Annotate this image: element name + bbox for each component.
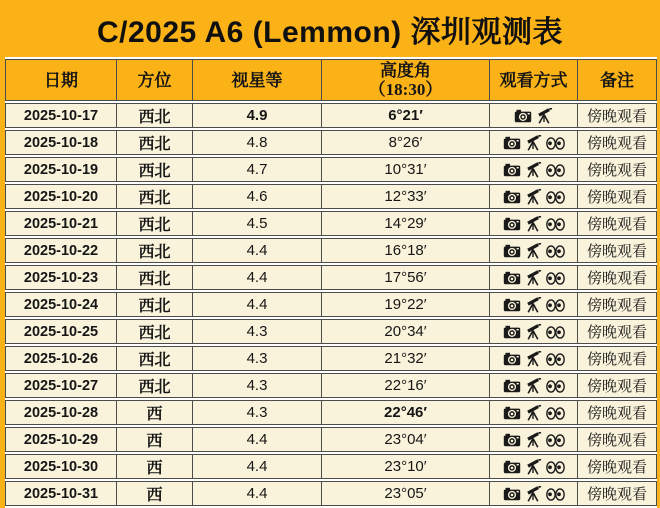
telescope-icon	[525, 378, 542, 394]
eyes-icon	[546, 407, 565, 420]
method-cell	[490, 427, 578, 452]
method-cell	[490, 238, 578, 263]
camera-icon	[503, 271, 521, 285]
eyes-icon	[546, 380, 565, 393]
camera-icon	[503, 217, 521, 231]
altitude-cell: 6°21′	[322, 103, 490, 128]
date-cell: 2025-10-19	[5, 157, 117, 182]
camera-icon	[503, 136, 521, 150]
date-cell: 2025-10-27	[5, 373, 117, 398]
magnitude-cell: 4.7	[193, 157, 322, 182]
telescope-icon	[525, 297, 542, 313]
direction-cell: 西北	[117, 319, 193, 344]
telescope-icon	[525, 459, 542, 475]
note-cell: 傍晚观看	[578, 481, 657, 506]
eyes-icon	[546, 326, 565, 339]
camera-icon	[503, 163, 521, 177]
altitude-cell: 10°31′	[322, 157, 490, 182]
note-cell: 傍晚观看	[578, 346, 657, 371]
camera-icon	[503, 379, 521, 393]
telescope-icon	[525, 162, 542, 178]
direction-cell: 西北	[117, 211, 193, 236]
direction-cell: 西北	[117, 346, 193, 371]
table-row	[5, 265, 657, 290]
date-cell: 2025-10-20	[5, 184, 117, 209]
table-row	[5, 211, 657, 236]
method-cell	[490, 157, 578, 182]
magnitude-cell: 4.4	[193, 238, 322, 263]
note-cell: 傍晚观看	[578, 454, 657, 479]
method-cell	[490, 454, 578, 479]
eyes-icon	[546, 299, 565, 312]
col-header-date: 日期	[5, 59, 117, 101]
telescope-icon	[525, 270, 542, 286]
method-cell	[490, 184, 578, 209]
method-cell	[490, 346, 578, 371]
note-cell: 傍晚观看	[578, 184, 657, 209]
magnitude-cell: 4.9	[193, 103, 322, 128]
date-cell: 2025-10-28	[5, 400, 117, 425]
table-row	[5, 292, 657, 317]
magnitude-cell: 4.3	[193, 346, 322, 371]
altitude-cell: 20°34′	[322, 319, 490, 344]
telescope-icon	[525, 324, 542, 340]
direction-cell: 西北	[117, 238, 193, 263]
col-header-note: 备注	[578, 59, 657, 101]
altitude-header-line2: （18:30）	[368, 80, 443, 99]
magnitude-cell: 4.4	[193, 292, 322, 317]
table-row	[5, 346, 657, 371]
date-cell: 2025-10-29	[5, 427, 117, 452]
note-cell: 傍晚观看	[578, 238, 657, 263]
method-cell	[490, 400, 578, 425]
method-cell	[490, 319, 578, 344]
note-cell: 傍晚观看	[578, 103, 657, 128]
col-header-direction: 方位	[117, 59, 193, 101]
altitude-cell: 23°10′	[322, 454, 490, 479]
camera-icon	[503, 460, 521, 474]
date-cell: 2025-10-21	[5, 211, 117, 236]
direction-cell: 西	[117, 400, 193, 425]
direction-cell: 西北	[117, 103, 193, 128]
magnitude-cell: 4.4	[193, 481, 322, 506]
date-cell: 2025-10-24	[5, 292, 117, 317]
method-cell	[490, 130, 578, 155]
direction-cell: 西	[117, 427, 193, 452]
camera-icon	[503, 433, 521, 447]
altitude-cell: 21°32′	[322, 346, 490, 371]
magnitude-cell: 4.4	[193, 454, 322, 479]
camera-icon	[503, 298, 521, 312]
altitude-cell: 23°05′	[322, 481, 490, 506]
magnitude-cell: 4.5	[193, 211, 322, 236]
direction-cell: 西	[117, 454, 193, 479]
table-row	[5, 184, 657, 209]
note-cell: 傍晚观看	[578, 130, 657, 155]
table-row	[5, 103, 657, 128]
note-cell: 傍晚观看	[578, 157, 657, 182]
method-cell	[490, 373, 578, 398]
telescope-icon	[525, 189, 542, 205]
camera-icon	[503, 352, 521, 366]
magnitude-cell: 4.4	[193, 427, 322, 452]
magnitude-cell: 4.4	[193, 265, 322, 290]
col-header-magnitude: 视星等	[193, 59, 322, 101]
eyes-icon	[546, 245, 565, 258]
eyes-icon	[546, 461, 565, 474]
method-cell	[490, 103, 578, 128]
table-row	[5, 238, 657, 263]
camera-icon	[503, 487, 521, 501]
altitude-cell: 19°22′	[322, 292, 490, 317]
eyes-icon	[546, 164, 565, 177]
camera-icon	[503, 406, 521, 420]
date-cell: 2025-10-22	[5, 238, 117, 263]
table-row	[5, 157, 657, 182]
table-row	[5, 373, 657, 398]
note-cell: 傍晚观看	[578, 373, 657, 398]
direction-cell: 西北	[117, 184, 193, 209]
table-row	[5, 400, 657, 425]
date-cell: 2025-10-25	[5, 319, 117, 344]
magnitude-cell: 4.8	[193, 130, 322, 155]
magnitude-cell: 4.3	[193, 319, 322, 344]
note-cell: 傍晚观看	[578, 292, 657, 317]
telescope-icon	[525, 216, 542, 232]
observation-table-body	[5, 103, 657, 506]
direction-cell: 西北	[117, 130, 193, 155]
method-cell	[490, 211, 578, 236]
direction-cell: 西	[117, 481, 193, 506]
camera-icon	[503, 325, 521, 339]
telescope-icon	[525, 351, 542, 367]
camera-icon	[503, 190, 521, 204]
date-cell: 2025-10-26	[5, 346, 117, 371]
table-row	[5, 319, 657, 344]
eyes-icon	[546, 434, 565, 447]
date-cell: 2025-10-17	[5, 103, 117, 128]
table-row	[5, 481, 657, 506]
telescope-icon	[525, 405, 542, 421]
altitude-cell: 17°56′	[322, 265, 490, 290]
telescope-icon	[536, 108, 553, 124]
eyes-icon	[546, 272, 565, 285]
altitude-cell: 8°26′	[322, 130, 490, 155]
note-cell: 傍晚观看	[578, 427, 657, 452]
telescope-icon	[525, 432, 542, 448]
date-cell: 2025-10-30	[5, 454, 117, 479]
note-cell: 傍晚观看	[578, 400, 657, 425]
note-cell: 傍晚观看	[578, 265, 657, 290]
eyes-icon	[546, 218, 565, 231]
date-cell: 2025-10-23	[5, 265, 117, 290]
eyes-icon	[546, 137, 565, 150]
magnitude-cell: 4.3	[193, 373, 322, 398]
note-cell: 傍晚观看	[578, 211, 657, 236]
date-cell: 2025-10-31	[5, 481, 117, 506]
note-cell: 傍晚观看	[578, 319, 657, 344]
camera-icon	[514, 109, 532, 123]
altitude-header-line1: 高度角	[380, 61, 431, 80]
col-header-method: 观看方式	[490, 59, 578, 101]
altitude-cell: 16°18′	[322, 238, 490, 263]
col-header-altitude	[322, 59, 490, 101]
method-cell	[490, 481, 578, 506]
telescope-icon	[525, 486, 542, 502]
table-row	[5, 454, 657, 479]
method-cell	[490, 265, 578, 290]
telescope-icon	[525, 135, 542, 151]
camera-icon	[503, 244, 521, 258]
altitude-cell: 23°04′	[322, 427, 490, 452]
page-title: C/2025 A6 (Lemmon) 深圳观测表	[97, 15, 563, 49]
altitude-cell: 22°16′	[322, 373, 490, 398]
direction-cell: 西北	[117, 265, 193, 290]
date-cell: 2025-10-18	[5, 130, 117, 155]
altitude-cell: 22°46′	[322, 400, 490, 425]
table-row	[5, 427, 657, 452]
method-cell	[490, 292, 578, 317]
table-row	[5, 130, 657, 155]
direction-cell: 西北	[117, 157, 193, 182]
altitude-cell: 12°33′	[322, 184, 490, 209]
telescope-icon	[525, 243, 542, 259]
eyes-icon	[546, 353, 565, 366]
direction-cell: 西北	[117, 292, 193, 317]
magnitude-cell: 4.6	[193, 184, 322, 209]
altitude-cell: 14°29′	[322, 211, 490, 236]
table-header-row	[5, 59, 657, 101]
magnitude-cell: 4.3	[193, 400, 322, 425]
eyes-icon	[546, 488, 565, 501]
direction-cell: 西北	[117, 373, 193, 398]
eyes-icon	[546, 191, 565, 204]
observation-table	[5, 57, 657, 508]
